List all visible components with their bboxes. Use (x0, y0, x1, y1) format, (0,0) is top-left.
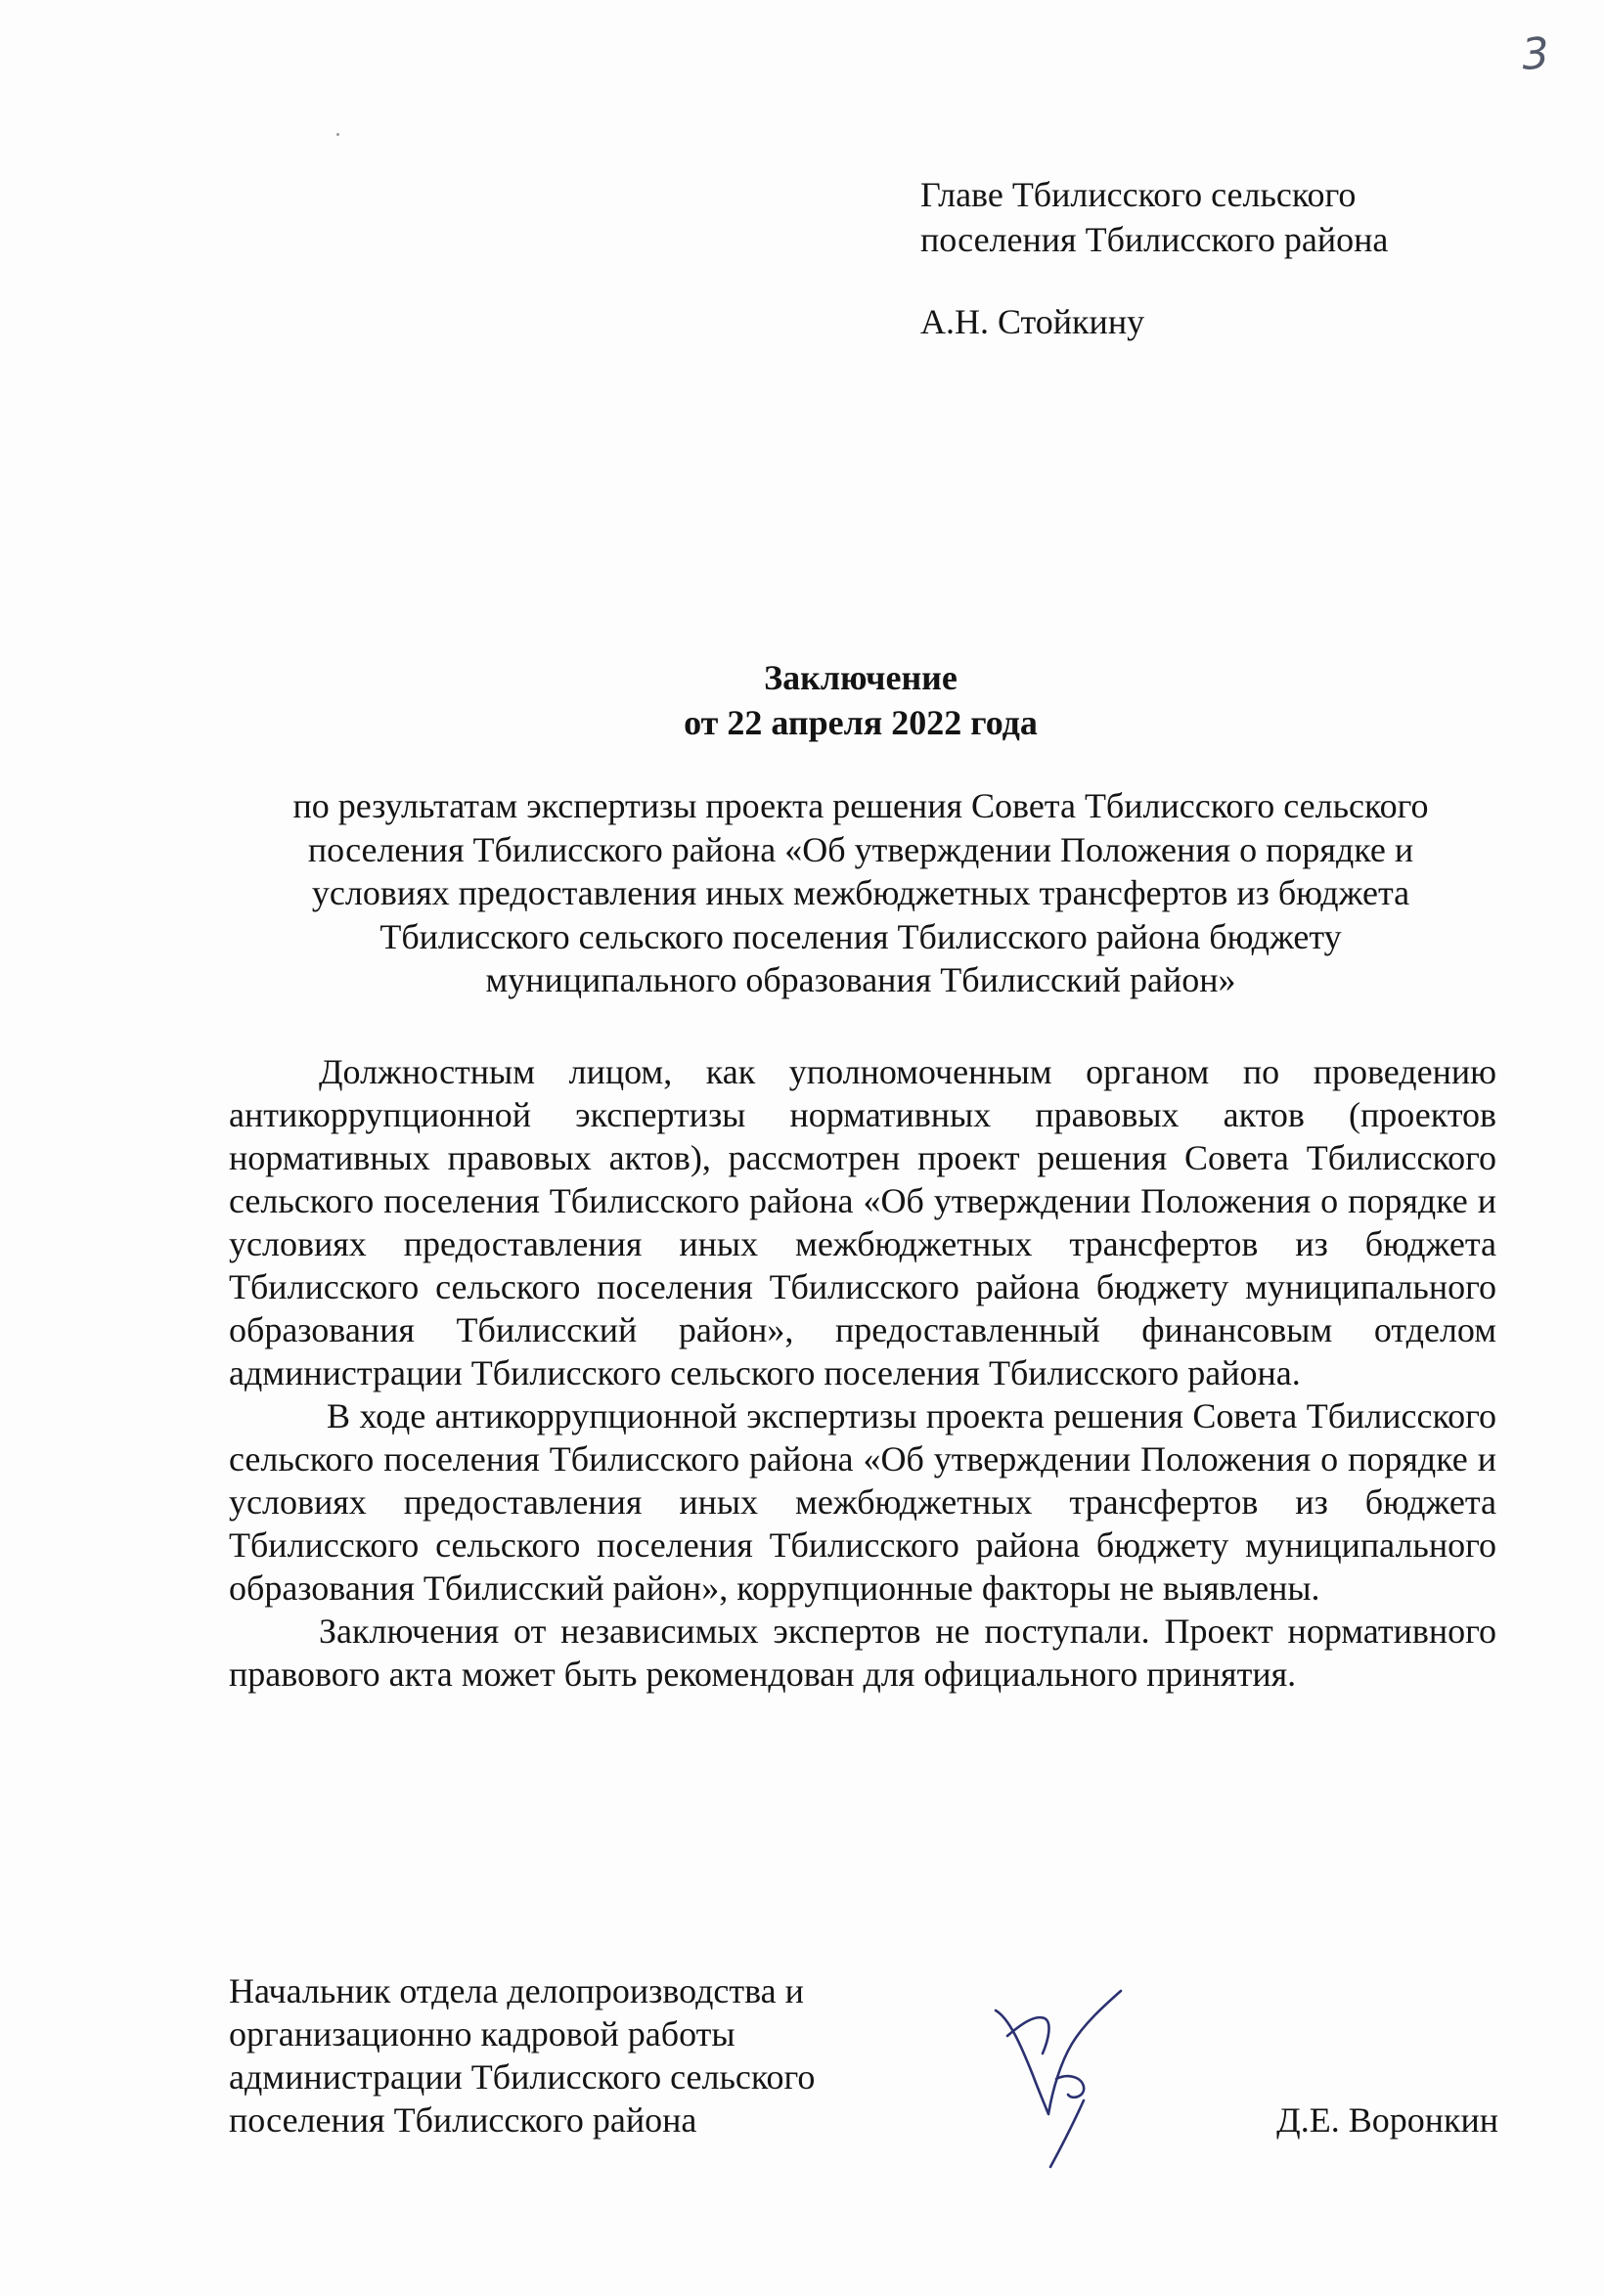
document-subject (176, 784, 1545, 1002)
subject-line: условиях предоставления иных межбюджетных трансфертов из бюджета (311, 873, 1410, 912)
title-heading: Заключение (764, 658, 958, 697)
subject-line: поселения Тбилисского района «Об утверждении Положения о порядке и (307, 829, 1414, 869)
addressee-line: Главе Тбилисского сельского (920, 175, 1357, 214)
body-paragraph: В ходе антикоррупционной экспертизы проекта решения Совета Тбилисского сельского поселения Тбилисского района «Об утверждении Положения о порядке и условиях предоставления иных межбюджетных трансфертов из бюджета Тбилисского сельского поселения Тбилисского района бюджету муниципального образования Тбилисский район», коррупционные факторы не выявлены. (229, 1396, 1496, 1608)
position-line: поселения Тбилисского района (229, 2100, 697, 2140)
position-line: Начальник отдела делопроизводства и (229, 1971, 804, 2010)
scan-artifact (336, 133, 339, 136)
body-paragraph: Должностным лицом, как уполномоченным органом по проведению антикоррупционной экспертизы нормативных правовых актов (проектов нормативных правовых актов), рассмотрен проект решения Совета Тбилисского сельского поселения Тбилисского района «Об утверждении Положения о порядке и условиях предоставления иных межбюджетных трансфертов из бюджета Тбилисского сельского поселения Тбилисского района бюджету муниципального образования Тбилисский район», предоставленный финансовым отделом администрации Тбилисского сельского поселения Тбилисского района. (229, 1052, 1496, 1392)
page-number: 3 (1520, 28, 1551, 80)
signatory-position (229, 1969, 913, 2141)
subject-line: по результатам экспертизы проекта решения Совета Тбилисского сельского (292, 786, 1429, 825)
position-line: администрации Тбилисского сельского (229, 2057, 816, 2097)
handwritten-signature (988, 1985, 1135, 2171)
addressee-block (920, 172, 1527, 344)
position-line: организационно кадровой работы (229, 2014, 735, 2053)
document-body (229, 1050, 1496, 1696)
addressee-line: поселения Тбилисского района (920, 220, 1389, 259)
addressee-name: А.Н. Стойкину (920, 302, 1145, 341)
title-date: от 22 апреля 2022 года (684, 703, 1038, 742)
subject-line: Тбилисского сельского поселения Тбилисского района бюджету (379, 916, 1342, 956)
signer-name: Д.Е. Воронкин (1276, 2100, 1498, 2140)
body-paragraph: Заключения от независимых экспертов не поступали. Проект нормативного правового акта может быть рекомендован для официального принятия. (229, 1612, 1496, 1694)
subject-line: муниципального образования Тбилисский район» (485, 960, 1236, 999)
document-title (176, 655, 1545, 745)
